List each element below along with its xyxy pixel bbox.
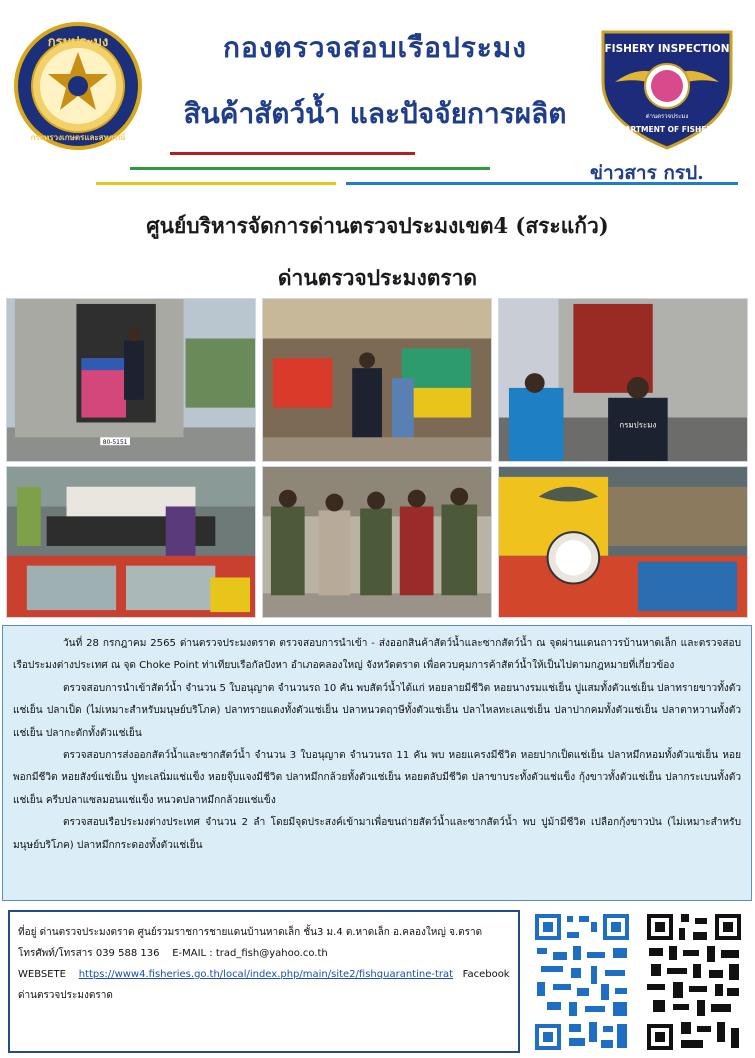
badge-bottom-text: DEPARTMENT OF FISHERIES bbox=[608, 125, 726, 134]
rule-green bbox=[130, 167, 490, 170]
photo-officer-truck-inspection bbox=[498, 298, 748, 462]
photo-fish-crates-market bbox=[262, 298, 492, 462]
body-paragraph-3: ตรวจสอบการส่งออกสัตว์น้ำและซากสัตว์น้ำ จำนวน 3 ใบอนุญาต จำนวนรถ 11 คัน พบ หอยแครงมีชีวิต หอยปากเป็ดแช่เย็น ปลาหมึกหอมทั้งตัวแช่เย็น หอยพอกมีชีวิต หอยสังข์แช่เย็น ปูทะเลนิ่มแช่แข็ง หอยจุ๊บแจงมีชีวิต ปลาหมึกกล้วยทั้งตัวแช่เย็น หอยตลับมีชีวิต ปลาขาบระทั้งตัวแช่แข็ง กุ้งขาวทั้งตัวแช่เย็น ปลากระเบนทั้งตัวแช่เย็น ครีบปลาแซลมอนแช่แข็ง หนวดปลาหมึกกล้วยแช่แข็ง bbox=[13, 750, 741, 806]
qr-code-website-icon[interactable] bbox=[533, 912, 631, 1052]
officer-badge-text: กรมประมง bbox=[619, 420, 657, 430]
footer-phone-email bbox=[18, 943, 510, 964]
department-of-fisheries-seal-icon bbox=[10, 22, 150, 150]
photo-officials-group bbox=[262, 466, 492, 618]
badge-top-text: FISHERY INSPECTION bbox=[604, 43, 730, 55]
contact-footer bbox=[8, 910, 520, 1053]
rule-red bbox=[170, 152, 415, 155]
qr-code-facebook-icon[interactable] bbox=[645, 912, 743, 1052]
news-body-panel bbox=[2, 625, 752, 901]
photo-truck-container-inspection bbox=[6, 298, 256, 462]
checkpoint-name: ด่านตรวจประมงตราด bbox=[277, 265, 478, 290]
footer-facebook-label: Facebook bbox=[462, 969, 510, 980]
badge-center-text: ด่านตรวจประมง bbox=[645, 113, 689, 120]
seal-top-text: กรมประมง bbox=[47, 35, 109, 50]
footer-phone: โทรศัพท์/โทรสาร 039 588 136 bbox=[18, 948, 160, 959]
fishery-inspection-badge-icon bbox=[593, 22, 741, 150]
center-name: ศูนย์บริหารจัดการด่านตรวจประมงเขต4 (สระแก้ว) bbox=[146, 213, 609, 238]
truck-plate-text: 80-5151 bbox=[102, 439, 128, 447]
body-paragraph-1: วันที่ 28 กรกฎาคม 2565 ด่านตรวจประมงตราด ตรวจสอบการนำเข้า - ส่งออกสินค้าสัตว์น้ำและซากสัตว์น้ำ ณ จุดผ่านแดนถาวรบ้านหาดเล็ก และตรวจสอบเรือประมงต่างประเทศ ณ จุด Choke Point ท่าเทียบเรือกัลปังหา อำเภอคลองใหญ่ จังหวัดตราด เพื่อควบคุมการค้าสัตว์น้ำให้เป็นไปตามกฎหมายที่เกี่ยวข้อง bbox=[13, 638, 741, 672]
footer-website-row bbox=[18, 964, 510, 985]
news-label: ข่าวสาร กรป. bbox=[590, 162, 704, 184]
body-paragraph-4: ตรวจสอบเรือประมงต่างประเทศ จำนวน 2 ลำ โดยมีจุดประสงค์เข้ามาเพื่อขนถ่ายสัตว์น้ำและซากสัตว์น้ำ พบ ปูม้ามีชีวิต เปลือกกุ้งขาวป่น (ไม่เหมาะสำหรับมนุษย์บริโภค) ปลาหมึกกระดองทั้งตัวแช่เย็น bbox=[13, 817, 741, 851]
photo-seafood-scale bbox=[498, 466, 748, 618]
body-paragraph-2: ตรวจสอบการนำเข้าสัตว์น้ำ จำนวน 5 ใบอนุญาต จำนวนรถ 10 คัน พบสัตว์น้ำได้แก่ หอยลายมีชีวิต หอยนางรมแช่เย็น ปูแสมทั้งตัวแช่เย็น ปลาทรายขาวทั้งตัวแช่เย็น ปลาเป็ด (ไม่เหมาะสำหรับมนุษย์บริโภค) ปลาทรายแดงทั้งตัวแช่เย็น ปลาหนวดฤาษีทั้งตัวแช่เย็น ปลาไหลทะเลแช่เย็น ปลาปากคมทั้งตัวแช่เย็น ปลาตาหวานทั้งตัวแช่เย็น ปลากะตักทั้งตัวแช่เย็น bbox=[13, 682, 741, 739]
title-line-2: สินค้าสัตว์น้ำ และปัจจัยการผลิต bbox=[183, 97, 567, 130]
footer-website-label: WEBSETE bbox=[18, 969, 66, 980]
footer-website-link[interactable]: https://www4.fisheries.go.th/local/index.php/main/site2/fishquarantine-trat bbox=[78, 969, 454, 980]
rule-yellow bbox=[96, 182, 336, 185]
footer-email[interactable]: E-MAIL : trad_fish@yahoo.co.th bbox=[172, 948, 328, 959]
photo-boat-cargo-sacks bbox=[6, 466, 256, 618]
header bbox=[0, 0, 755, 200]
seal-bottom-text: กระทรวงเกษตรและสหกรณ์ bbox=[30, 133, 126, 142]
title-line-1: กองตรวจสอบเรือประมง bbox=[223, 31, 527, 64]
footer-facebook-name[interactable]: ด่านตรวจประมงตราด bbox=[18, 990, 113, 1001]
footer-address: ที่อยู่ ด่านตรวจประมงตราด ศูนย์รวมราชการชายแดนบ้านหาดเล็ก ชั้น3 ม.4 ต.หาดเล็ก อ.คลองใหญ่ จ.ตราด bbox=[18, 927, 483, 938]
